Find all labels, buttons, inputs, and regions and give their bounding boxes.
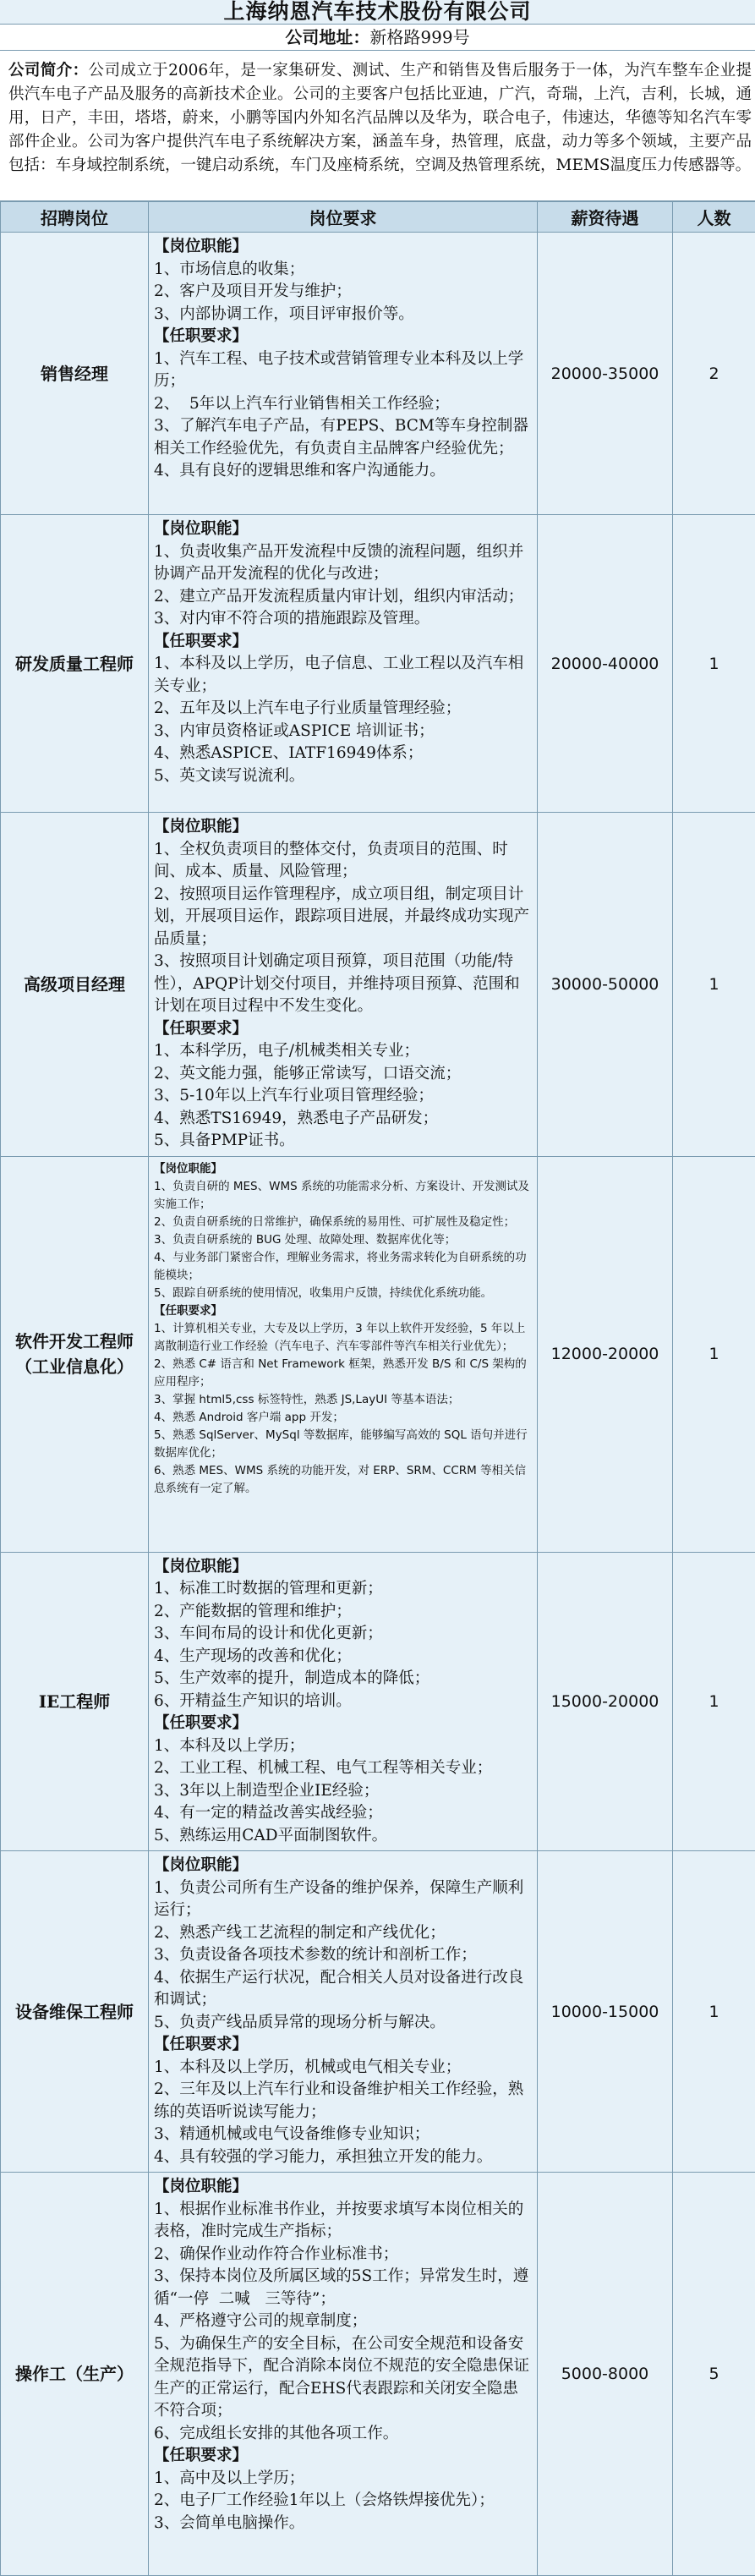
table-row <box>1 515 755 813</box>
requirement-line: 2、三年及以上汽车行业和设备维护相关工作经验，熟练的英语听说读写能力； <box>154 2079 532 2124</box>
job-headcount: 2 <box>673 233 755 515</box>
address-label: 公司地址： <box>285 27 369 47</box>
job-table-body <box>1 233 755 2576</box>
table-row <box>1 1851 755 2173</box>
requirement-line: 5、熟悉 SqlServer、MySql 等数据库，能够编写高效的 SQL 语句并进行数据库优化； <box>154 1427 532 1462</box>
requirement-line: 1、负责公司所有生产设备的维护保养，保障生产顺利运行； <box>154 1877 532 1922</box>
requirement-line: 【任职要求】 <box>154 326 532 348</box>
requirement-line: 3、精通机械或电气设备维修专业知识； <box>154 2124 532 2146</box>
requirement-line: 4、熟悉TS16949，熟悉电子产品研发； <box>154 1108 532 1131</box>
job-salary: 30000-50000 <box>538 813 673 1157</box>
job-position: 研发质量工程师 <box>1 515 149 813</box>
requirement-line: 1、本科及以上学历，电子信息、工业工程以及汽车相关专业； <box>154 653 532 698</box>
requirement-line: 5、跟踪自研系统的使用情况，收集用户反馈，持续优化系统功能。 <box>154 1285 532 1302</box>
requirement-line: 【岗位职能】 <box>154 2176 532 2199</box>
job-position: 软件开发工程师（工业信息化） <box>1 1156 149 1552</box>
intro-text: 公司成立于2006年，是一家集研发、测试、生产和销售及售后服务于一体，为汽车整车企业提供汽车电子产品及服务的高新技术企业。公司的主要客户包括比亚迪，广汽，奇瑞，上汽，吉利，长城，通用，日产，丰田，塔塔，蔚来，小鹏等国内外知名汽品牌以及华为，联合电子，伟速达，华德等知名汽车零部件企业。公司为客户提供汽车电子系统解决方案，涵盖车身，热管理，底盘，动力等多个领域，主要产品包括：车身域控制系统，一键启动系统，车门及座椅系统，空调及热管理系统，MEMS温度压力传感器等。 <box>8 62 752 174</box>
requirement-line: 2、客户及项目开发与维护； <box>154 281 532 304</box>
requirement-line: 【任职要求】 <box>154 1713 532 1735</box>
job-headcount: 1 <box>673 515 755 813</box>
requirement-line: 4、熟悉ASPICE、IATF16949体系； <box>154 743 532 765</box>
job-headcount: 1 <box>673 1851 755 2173</box>
job-requirements <box>149 2173 538 2576</box>
requirement-line: 2、熟悉 C# 语言和 Net Framework 框架，熟悉开发 B/S 和 C/S 架构的应用程序； <box>154 1356 532 1391</box>
requirement-line: 【岗位职能】 <box>154 1556 532 1579</box>
requirement-line: 2、熟悉产线工艺流程的制定和产线优化； <box>154 1922 532 1945</box>
job-requirements <box>149 515 538 813</box>
job-salary: 20000-40000 <box>538 515 673 813</box>
requirement-line: 5、为确保生产的安全目标，在公司安全规范和设备安全规范指导下，配合消除本岗位不规范的安全隐患保证生产的正常运行，配合EHS代表跟踪和关闭安全隐患不符合项； <box>154 2333 532 2423</box>
table-row <box>1 1156 755 1552</box>
requirement-line: 【任职要求】 <box>154 1018 532 1041</box>
requirement-line: 2、产能数据的管理和维护； <box>154 1601 532 1624</box>
requirement-line: 4、有一定的精益改善实战经验； <box>154 1802 532 1825</box>
requirement-line: 4、生产现场的改善和优化； <box>154 1646 532 1669</box>
company-intro <box>0 51 755 201</box>
job-headcount: 1 <box>673 813 755 1157</box>
requirement-line: 3、掌握 html5,css 标签特性，熟悉 JS,LayUI 等基本语法； <box>154 1391 532 1409</box>
job-salary: 5000-8000 <box>538 2173 673 2576</box>
table-header-row <box>1 202 755 233</box>
requirement-line: 2、五年及以上汽车电子行业质量管理经验； <box>154 698 532 721</box>
requirement-line: 2、确保作业动作符合作业标准书； <box>154 2244 532 2266</box>
requirement-line: 2、电子厂工作经验1年以上（会烙铁焊接优先）； <box>154 2490 532 2513</box>
job-salary: 12000-20000 <box>538 1156 673 1552</box>
requirement-line: 3、会简单电脑操作。 <box>154 2513 532 2535</box>
requirement-line: 3、负责自研系统的 BUG 处理、故障处理、数据库优化等； <box>154 1231 532 1249</box>
requirement-line: 2、工业工程、机械工程、电气工程等相关专业； <box>154 1757 532 1780</box>
requirement-line: 5、英文读写说流利。 <box>154 765 532 788</box>
job-headcount: 1 <box>673 1156 755 1552</box>
requirement-line: 3、负责设备各项技术参数的统计和剖析工作； <box>154 1944 532 1967</box>
requirement-line: 3、对内审不符合项的措施跟踪及管理。 <box>154 608 532 631</box>
requirement-line: 5、负责产线品质异常的现场分析与解决。 <box>154 2012 532 2035</box>
job-requirements <box>149 1552 538 1851</box>
requirement-line: 2、英文能力强，能够正常读写，口语交流； <box>154 1063 532 1086</box>
table-row <box>1 2173 755 2576</box>
header-position: 招聘岗位 <box>1 202 149 233</box>
requirement-line: 1、本科学历，电子/机械类相关专业； <box>154 1040 532 1063</box>
table-row <box>1 233 755 515</box>
requirement-line: 1、本科及以上学历； <box>154 1735 532 1758</box>
table-row <box>1 813 755 1157</box>
requirement-line: 【岗位职能】 <box>154 1855 532 1877</box>
requirement-line: 1、标准工时数据的管理和更新； <box>154 1578 532 1601</box>
requirement-line: 1、负责收集产品开发流程中反馈的流程问题，组织并协调产品开发流程的优化与改进； <box>154 541 532 586</box>
requirement-line: 1、负责自研的 MES、WMS 系统的功能需求分析、方案设计、开发测试及实施工作； <box>154 1178 532 1214</box>
requirement-line: 2、按照项目运作管理程序，成立项目组，制定项目计划，开展项目运作，跟踪项目进展，并最终成功实现产品质量； <box>154 884 532 951</box>
requirement-line: 2、负责自研系统的日常维护，确保系统的易用性、可扩展性及稳定性； <box>154 1214 532 1231</box>
requirement-line: 4、具有良好的逻辑思维和客户沟通能力。 <box>154 460 532 483</box>
requirement-line: 【岗位职能】 <box>154 816 532 839</box>
requirement-line: 5、具备PMP证书。 <box>154 1130 532 1153</box>
requirement-line: 3、了解汽车电子产品，有PEPS、BCM等车身控制器相关工作经验优先，有负责自主品牌客户经验优先； <box>154 415 532 460</box>
job-position: 操作工（生产） <box>1 2173 149 2576</box>
requirement-line: 4、严格遵守公司的规章制度； <box>154 2310 532 2333</box>
header-count: 人数 <box>673 202 755 233</box>
requirement-line: 3、3年以上制造型企业IE经验； <box>154 1780 532 1803</box>
requirement-line: 1、汽车工程、电子技术或营销管理专业本科及以上学历； <box>154 348 532 393</box>
requirement-line: 2、建立产品开发流程质量内审计划，组织内审活动； <box>154 586 532 609</box>
requirement-line: 【岗位职能】 <box>154 1160 532 1178</box>
requirement-line: 4、熟悉 Android 客户端 app 开发； <box>154 1409 532 1427</box>
header-salary: 薪资待遇 <box>538 202 673 233</box>
requirement-line: 2、 5年以上汽车行业销售相关工作经验； <box>154 393 532 416</box>
job-salary: 10000-15000 <box>538 1851 673 2173</box>
job-position: 高级项目经理 <box>1 813 149 1157</box>
requirement-line: 【岗位职能】 <box>154 518 532 541</box>
requirement-line: 1、市场信息的收集； <box>154 259 532 282</box>
job-requirements <box>149 1851 538 2173</box>
intro-label: 公司简介： <box>8 62 89 79</box>
requirement-line: 5、生产效率的提升，制造成本的降低； <box>154 1668 532 1691</box>
job-requirements <box>149 233 538 515</box>
requirement-line: 【任职要求】 <box>154 2445 532 2468</box>
address-value: 新格路999号 <box>369 27 469 47</box>
requirement-line: 【岗位职能】 <box>154 236 532 259</box>
requirement-line: 【任职要求】 <box>154 1302 532 1320</box>
job-position: 设备维保工程师 <box>1 1851 149 2173</box>
company-address <box>0 25 755 51</box>
job-requirements <box>149 813 538 1157</box>
job-table <box>0 201 755 2576</box>
requirement-line: 1、根据作业标准书作业，并按要求填写本岗位相关的表格，准时完成生产指标； <box>154 2199 532 2244</box>
requirement-line: 3、5-10年以上汽车行业项目管理经验； <box>154 1085 532 1108</box>
requirement-line: 【任职要求】 <box>154 631 532 654</box>
job-requirements <box>149 1156 538 1552</box>
job-position: 销售经理 <box>1 233 149 515</box>
requirement-line: 1、计算机相关专业，大专及以上学历，3 年以上软件开发经验，5 年以上离散制造行业工作经验（汽车电子、汽车零部件等汽车相关行业优先）； <box>154 1320 532 1356</box>
requirement-line: 【任职要求】 <box>154 2034 532 2057</box>
requirement-line: 6、熟悉 MES、WMS 系统的功能开发，对 ERP、SRM、CCRM 等相关信息系统有一定了解。 <box>154 1462 532 1498</box>
company-title: 上海纳恩汽车技术股份有限公司 <box>0 0 755 25</box>
requirement-line: 1、全权负责项目的整体交付，负责项目的范围、时间、成本、质量、风险管理； <box>154 839 532 884</box>
requirement-line: 3、保持本岗位及所属区域的5S工作；异常发生时，遵循“一停 二喊 三等待”； <box>154 2266 532 2310</box>
job-salary: 15000-20000 <box>538 1552 673 1851</box>
requirement-line: 4、与业务部门紧密合作，理解业务需求，将业务需求转化为自研系统的功能模块； <box>154 1249 532 1285</box>
requirement-line: 6、完成组长安排的其他各项工作。 <box>154 2423 532 2446</box>
requirement-line: 1、高中及以上学历； <box>154 2468 532 2491</box>
table-row <box>1 1552 755 1851</box>
job-headcount: 1 <box>673 1552 755 1851</box>
requirement-line: 4、具有较强的学习能力，承担独立开发的能力。 <box>154 2146 532 2169</box>
job-salary: 20000-35000 <box>538 233 673 515</box>
requirement-line: 3、按照项目计划确定项目预算，项目范围（功能/特性），APQP计划交付项目，并维持项目预算、范围和计划在项目过程中不发生变化。 <box>154 951 532 1018</box>
job-position: IE工程师 <box>1 1552 149 1851</box>
requirement-line: 3、内审员资格证或ASPICE 培训证书； <box>154 721 532 743</box>
requirement-line: 3、内部协调工作，项目评审报价等。 <box>154 304 532 326</box>
job-headcount: 5 <box>673 2173 755 2576</box>
requirement-line: 3、车间布局的设计和优化更新； <box>154 1623 532 1646</box>
requirement-line: 5、熟练运用CAD平面制图软件。 <box>154 1825 532 1848</box>
requirement-line: 1、本科及以上学历，机械或电气相关专业； <box>154 2057 532 2080</box>
requirement-line: 4、依据生产运行状况，配合相关人员对设备进行改良和调试； <box>154 1967 532 2012</box>
requirement-line: 6、开精益生产知识的培训。 <box>154 1691 532 1713</box>
header-requirements: 岗位要求 <box>149 202 538 233</box>
